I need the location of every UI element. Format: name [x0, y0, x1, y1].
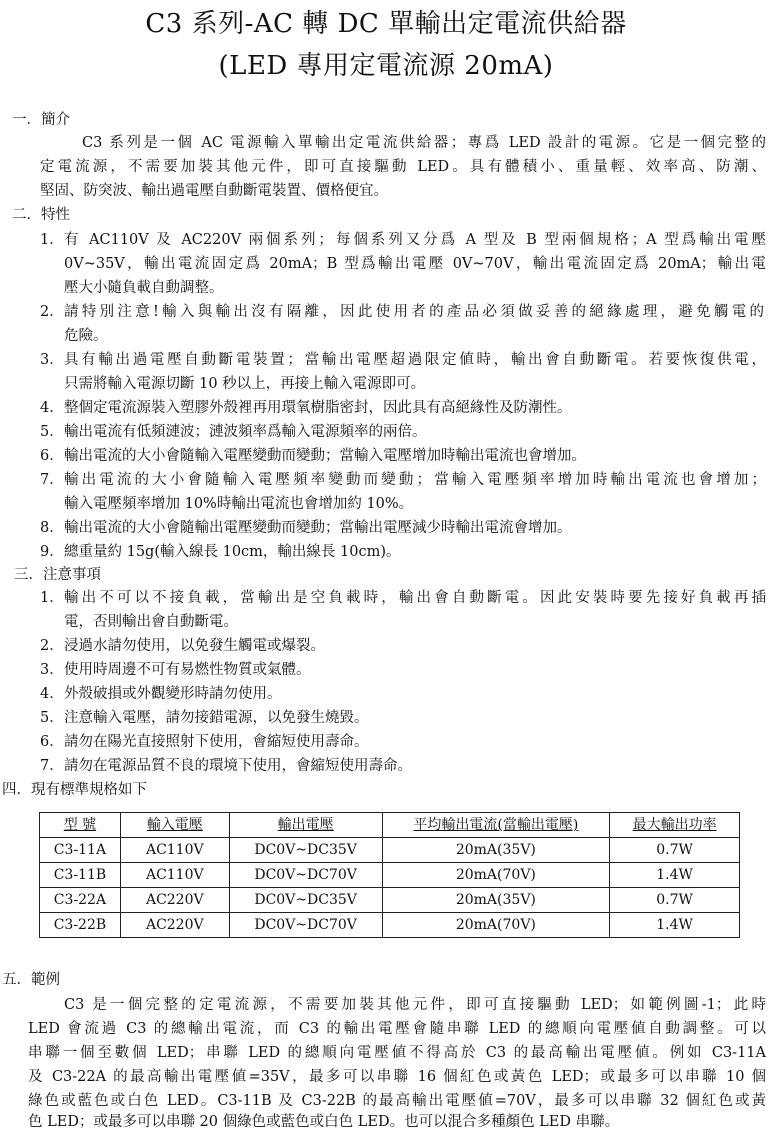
example-line-3: 串聯一個至數個 LED；串聯 LED 的總順向電壓値不得高於 C3 的最高輸出電壓値。例如 C3-11A — [28, 1045, 766, 1061]
table-row — [40, 863, 740, 888]
example-line-4: 及 C3-22A 的最高輸出電壓値=35V，最多可以串聯 16 個紅色或黃色 LED；或最多可以串聯 10 個 — [28, 1069, 766, 1085]
column-header-label: 型 號 — [63, 817, 97, 833]
section-heading-cautions: 三．注意事項 — [14, 567, 101, 583]
document-subtitle: (LED 專用定電流源 20mA) — [218, 51, 554, 81]
table-cell: C3-22B — [40, 913, 121, 938]
feature-1-line-3: 壓大小隨負載自動調整。 — [64, 280, 224, 296]
column-header-label: 平均輸出電流(當輸出電壓) — [413, 817, 579, 833]
caution-1-line-2: 電，否則輸出會自動斷電。 — [64, 614, 238, 630]
table-cell: DC0V~DC35V — [229, 888, 382, 913]
table-row — [40, 913, 740, 938]
example-line-2: LED 會流過 C3 的總輸出電流，而 C3 的輸出電壓會隨串聯 LED 的總順向電壓値自動調整。可以 — [28, 1021, 766, 1037]
feature-8-line-1: 輸出電流的大小會隨輸出電壓變動而變動；當輸出電壓減少時輸出電流會增加。 — [64, 520, 572, 536]
table-header-row — [40, 813, 740, 838]
feature-number: 7． — [40, 472, 64, 488]
section-heading-specs: 四．現有標準規格如下 — [2, 782, 147, 798]
caution-number: 3． — [40, 662, 64, 678]
feature-number: 5． — [40, 424, 64, 440]
table-row — [40, 888, 740, 913]
column-header-model — [40, 813, 121, 838]
caution-6-line-1: 請勿在陽光直接照射下使用，會縮短使用壽命。 — [64, 734, 369, 750]
table-cell: AC220V — [120, 913, 229, 938]
table-cell: 20mA(35V) — [382, 838, 610, 863]
caution-1-line-1: 輸出不可以不接負載，當輸出是空負載時，輸出會自動斷電。因此安裝時要先接好負載再插 — [64, 590, 766, 606]
spec-table — [39, 812, 740, 938]
table-cell: 0.7W — [610, 888, 740, 913]
feature-number: 1． — [40, 232, 64, 248]
column-header-label: 最大輸出功率 — [632, 817, 717, 833]
feature-4-line-1: 整個定電流源裝入塑膠外殼裡再用環氧樹脂密封，因此具有高絕緣性及防潮性。 — [64, 400, 572, 416]
intro-line-3: 堅固、防突波、輸出過電壓自動斷電裝置、價格便宜。 — [40, 183, 388, 199]
feature-number: 9． — [40, 544, 64, 560]
caution-3-line-1: 使用時周邊不可有易燃性物質或氣體。 — [64, 662, 311, 678]
table-cell: 20mA(70V) — [382, 863, 610, 888]
example-line-1: C3 是一個完整的定電流源，不需要加裝其他元件，即可直接驅動 LED；如範例圖-1；此時 — [64, 997, 766, 1013]
feature-1-line-1: 有 AC110V 及 AC220V 兩個系列；每個系列又分爲 A 型及 B 型兩個規格；A 型爲輸出電壓 — [64, 232, 766, 248]
table-cell: DC0V~DC35V — [229, 838, 382, 863]
table-cell: 1.4W — [610, 863, 740, 888]
table-cell: AC220V — [120, 888, 229, 913]
feature-1-line-2: 0V~35V，輸出電流固定爲 20mA；B 型爲輸出電壓 0V~70V，輸出電流固定爲 20mA；輸出電 — [64, 256, 766, 272]
column-header-label: 輸入電壓 — [146, 817, 203, 833]
table-cell: 20mA(35V) — [382, 888, 610, 913]
intro-line-2: 定電流源，不需要加裝其他元件，即可直接驅動 LED。具有體積小、重量輕、效率高、防潮、 — [40, 159, 766, 175]
caution-number: 1． — [40, 590, 64, 606]
caution-number: 4． — [40, 686, 64, 702]
table-cell: DC0V~DC70V — [229, 913, 382, 938]
table-cell: C3-11A — [40, 838, 121, 863]
caution-number: 6． — [40, 734, 64, 750]
feature-number: 6． — [40, 448, 64, 464]
feature-2-line-2: 危險。 — [64, 328, 108, 344]
feature-number: 2． — [40, 304, 64, 320]
section-heading-intro: 一．簡介 — [12, 112, 70, 128]
table-cell: C3-22A — [40, 888, 121, 913]
caution-5-line-1: 注意輸入電壓，請勿接錯電源，以免發生燒毀。 — [64, 710, 369, 726]
table-cell: 20mA(70V) — [382, 913, 610, 938]
caution-2-line-1: 浸過水請勿使用，以免發生觸電或爆裂。 — [64, 638, 325, 654]
feature-number: 8． — [40, 520, 64, 536]
feature-5-line-1: 輸出電流有低頻漣波；漣波頻率爲輸入電源頻率的兩倍。 — [64, 424, 427, 440]
feature-9-line-1: 總重量約 15g(輸入線長 10cm，輸出線長 10cm)。 — [64, 544, 401, 560]
column-header-max-power — [610, 813, 740, 838]
feature-number: 3． — [40, 352, 64, 368]
table-cell: C3-11B — [40, 863, 121, 888]
caution-number: 5． — [40, 710, 64, 726]
feature-3-line-1: 具有輸出過電壓自動斷電裝置；當輸出電壓超過限定値時，輸出會自動斷電。若要恢復供電， — [64, 352, 766, 368]
feature-6-line-1: 輸出電流的大小會隨輸入電壓變動而變動；當輸入電壓增加時輸出電流也會增加。 — [64, 448, 586, 464]
feature-7-line-2: 輸入電壓頻率增加 10%時輸出電流也會增加約 10%。 — [64, 496, 414, 512]
column-header-input-voltage — [120, 813, 229, 838]
caution-7-line-1: 請勿在電源品質不良的環境下使用，會縮短使用壽命。 — [64, 758, 412, 774]
table-cell: 0.7W — [610, 838, 740, 863]
example-line-6: 色 LED；或最多可以串聯 20 個綠色或藍色或白色 LED。也可以混合多種顏色 LED 串聯。 — [28, 1114, 620, 1130]
column-header-output-voltage — [229, 813, 382, 838]
caution-number: 2． — [40, 638, 64, 654]
column-header-label: 輸出電壓 — [277, 817, 334, 833]
table-cell: 1.4W — [610, 913, 740, 938]
caution-number: 7． — [40, 758, 64, 774]
section-heading-features: 二．特性 — [12, 207, 70, 223]
feature-7-line-1: 輸出電流的大小會隨輸入電壓頻率變動而變動；當輸入電壓頻率增加時輸出電流也會增加； — [64, 472, 766, 488]
feature-number: 4． — [40, 400, 64, 416]
feature-2-line-1: 請特別注意!輸入與輸出沒有隔離，因此使用者的產品必須做妥善的絕緣處理，避免觸電的 — [64, 304, 764, 320]
table-cell: AC110V — [120, 838, 229, 863]
column-header-average-current — [382, 813, 610, 838]
section-heading-example: 五．範例 — [2, 972, 60, 988]
feature-3-line-2: 只需將輸入電源切斷 10 秒以上，再接上輸入電源即可。 — [64, 376, 426, 392]
caution-4-line-1: 外殼破損或外觀變形時請勿使用。 — [64, 686, 282, 702]
table-cell: DC0V~DC70V — [229, 863, 382, 888]
example-line-5: 綠色或藍色或白色 LED。C3-11B 及 C3-22B 的最高輸出電壓値=70V，最多可以串聯 32 個紅色或黃 — [28, 1093, 766, 1109]
table-cell: AC110V — [120, 863, 229, 888]
intro-line-1: C3 系列是一個 AC 電源輸入單輸出定電流供給器；專爲 LED 設計的電源。它是一個完整的 — [82, 135, 766, 151]
document-title: C3 系列-AC 轉 DC 單輸出定電流供給器 — [145, 9, 627, 39]
table-row — [40, 838, 740, 863]
